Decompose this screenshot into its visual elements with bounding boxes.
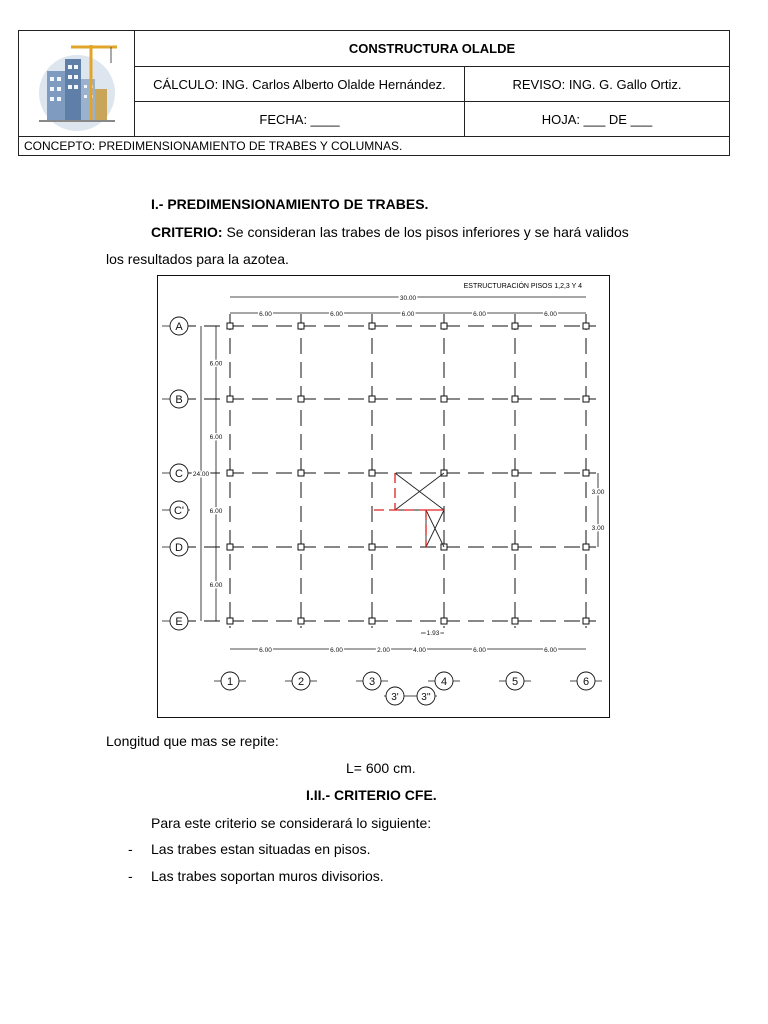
column-marker — [298, 470, 304, 476]
dim-top-span: 6.00 — [259, 311, 272, 318]
row-axis-label: C — [175, 468, 183, 480]
dim-bottom-span: 6.00 — [473, 647, 486, 654]
col-axis-label: 3 — [368, 676, 376, 688]
dim-left-span: 6.00 — [209, 360, 223, 368]
column-marker — [583, 470, 589, 476]
column-marker — [298, 323, 304, 329]
dim-bottom-small: 1.93 — [426, 630, 440, 637]
column-marker — [583, 396, 589, 402]
column-marker — [227, 544, 233, 550]
column-marker — [512, 544, 518, 550]
col-axis-label: 4 — [440, 676, 448, 688]
column-marker — [583, 323, 589, 329]
column-marker — [369, 544, 375, 550]
criterio-label: CRITERIO: — [151, 224, 223, 240]
criterio-text-cont: los resultados para la azotea. — [106, 251, 289, 267]
plan-title: ESTRUCTURACIÓN PISOS 1,2,3 Y 4 — [463, 283, 582, 290]
dim-total-height: 24.00 — [192, 471, 210, 478]
column-marker — [298, 544, 304, 550]
column-marker — [369, 323, 375, 329]
section2-title: I.II.- CRITERIO CFE. — [306, 787, 437, 803]
bullet-text: Las trabes estan situadas en pisos. — [151, 841, 371, 857]
company-name: CONSTRUCTURA OLALDE — [134, 31, 729, 66]
subcol-axis-label: 3' — [391, 692, 399, 703]
calculo-cell: CÁLCULO: ING. Carlos Alberto Olalde Hernández. — [134, 66, 464, 101]
column-marker — [512, 396, 518, 402]
longitud-label: Longitud que mas se repite: — [106, 733, 279, 749]
criterio-text: Se consideran las trabes de los pisos inferiores y se hará validos — [222, 224, 629, 240]
structural-plan — [157, 275, 610, 718]
column-marker — [298, 618, 304, 624]
row-axis-label: A — [175, 321, 183, 333]
row-axis-label: B — [175, 394, 183, 406]
dim-bottom-span: 6.00 — [330, 647, 343, 654]
dim-left-span: 6.00 — [209, 434, 223, 441]
column-marker — [583, 544, 589, 550]
column-marker — [227, 470, 233, 476]
column-marker — [369, 618, 375, 624]
column-marker — [512, 323, 518, 329]
column-marker — [227, 323, 233, 329]
dim-top-span: 6.00 — [473, 311, 486, 318]
dim-bottom-span: 6.00 — [544, 647, 557, 654]
column-marker — [369, 396, 375, 402]
column-marker — [227, 396, 233, 402]
dim-top-span: 6.00 — [330, 311, 343, 318]
header-table — [18, 30, 730, 156]
dim-right-span: 3.00 — [591, 525, 605, 532]
column-marker — [512, 470, 518, 476]
hoja-cell: HOJA: ___ DE ___ — [464, 101, 729, 136]
dim-top-span: 6.00 — [544, 311, 557, 318]
col-axis-label: 5 — [511, 676, 519, 688]
company-logo — [19, 31, 134, 136]
dim-bottom-span: 2.00 — [377, 647, 390, 654]
bullet-item: - Las trabes estan situadas en pisos. — [128, 841, 371, 857]
column-marker — [441, 323, 447, 329]
dim-bottom-span: 6.00 — [259, 647, 272, 654]
longitud-value: L= 600 cm. — [346, 760, 416, 776]
subcol-axis-label: 3'' — [421, 692, 431, 703]
criterio-line — [151, 224, 629, 240]
column-marker — [583, 618, 589, 624]
row-axis-label: C' — [173, 505, 185, 517]
fecha-cell: FECHA: ____ — [134, 101, 464, 136]
bullet-text: Las trabes soportan muros divisorios. — [151, 868, 384, 884]
col-axis-label: 1 — [226, 676, 234, 688]
col-axis-label: 6 — [582, 676, 590, 688]
column-marker — [441, 396, 447, 402]
column-marker — [298, 396, 304, 402]
dim-top-span: 6.00 — [401, 311, 415, 318]
column-marker — [512, 618, 518, 624]
concepto-row: CONCEPTO: PREDIMENSIONAMIENTO DE TRABES Y COLUMNAS. — [19, 136, 729, 156]
dim-left-span: 6.00 — [209, 582, 223, 589]
dim-right-span: 3.00 — [591, 489, 605, 496]
dim-bottom-span: 4.00 — [413, 647, 426, 654]
section2-intro: Para este criterio se considerará lo siguiente: — [151, 815, 432, 831]
col-axis-label: 2 — [297, 676, 305, 688]
column-marker — [369, 470, 375, 476]
column-marker — [441, 618, 447, 624]
column-marker — [227, 618, 233, 624]
section1-title: I.- PREDIMENSIONAMIENTO DE TRABES. — [151, 196, 429, 212]
row-axis-label: E — [175, 616, 183, 628]
dim-left-span: 6.00 — [209, 508, 223, 515]
reviso-cell: REVISO: ING. G. Gallo Ortiz. — [464, 66, 729, 101]
bullet-item: - Las trabes soportan muros divisorios. — [128, 868, 384, 884]
dim-total-width: 30.00 — [399, 295, 417, 302]
row-axis-label: D — [175, 542, 183, 554]
